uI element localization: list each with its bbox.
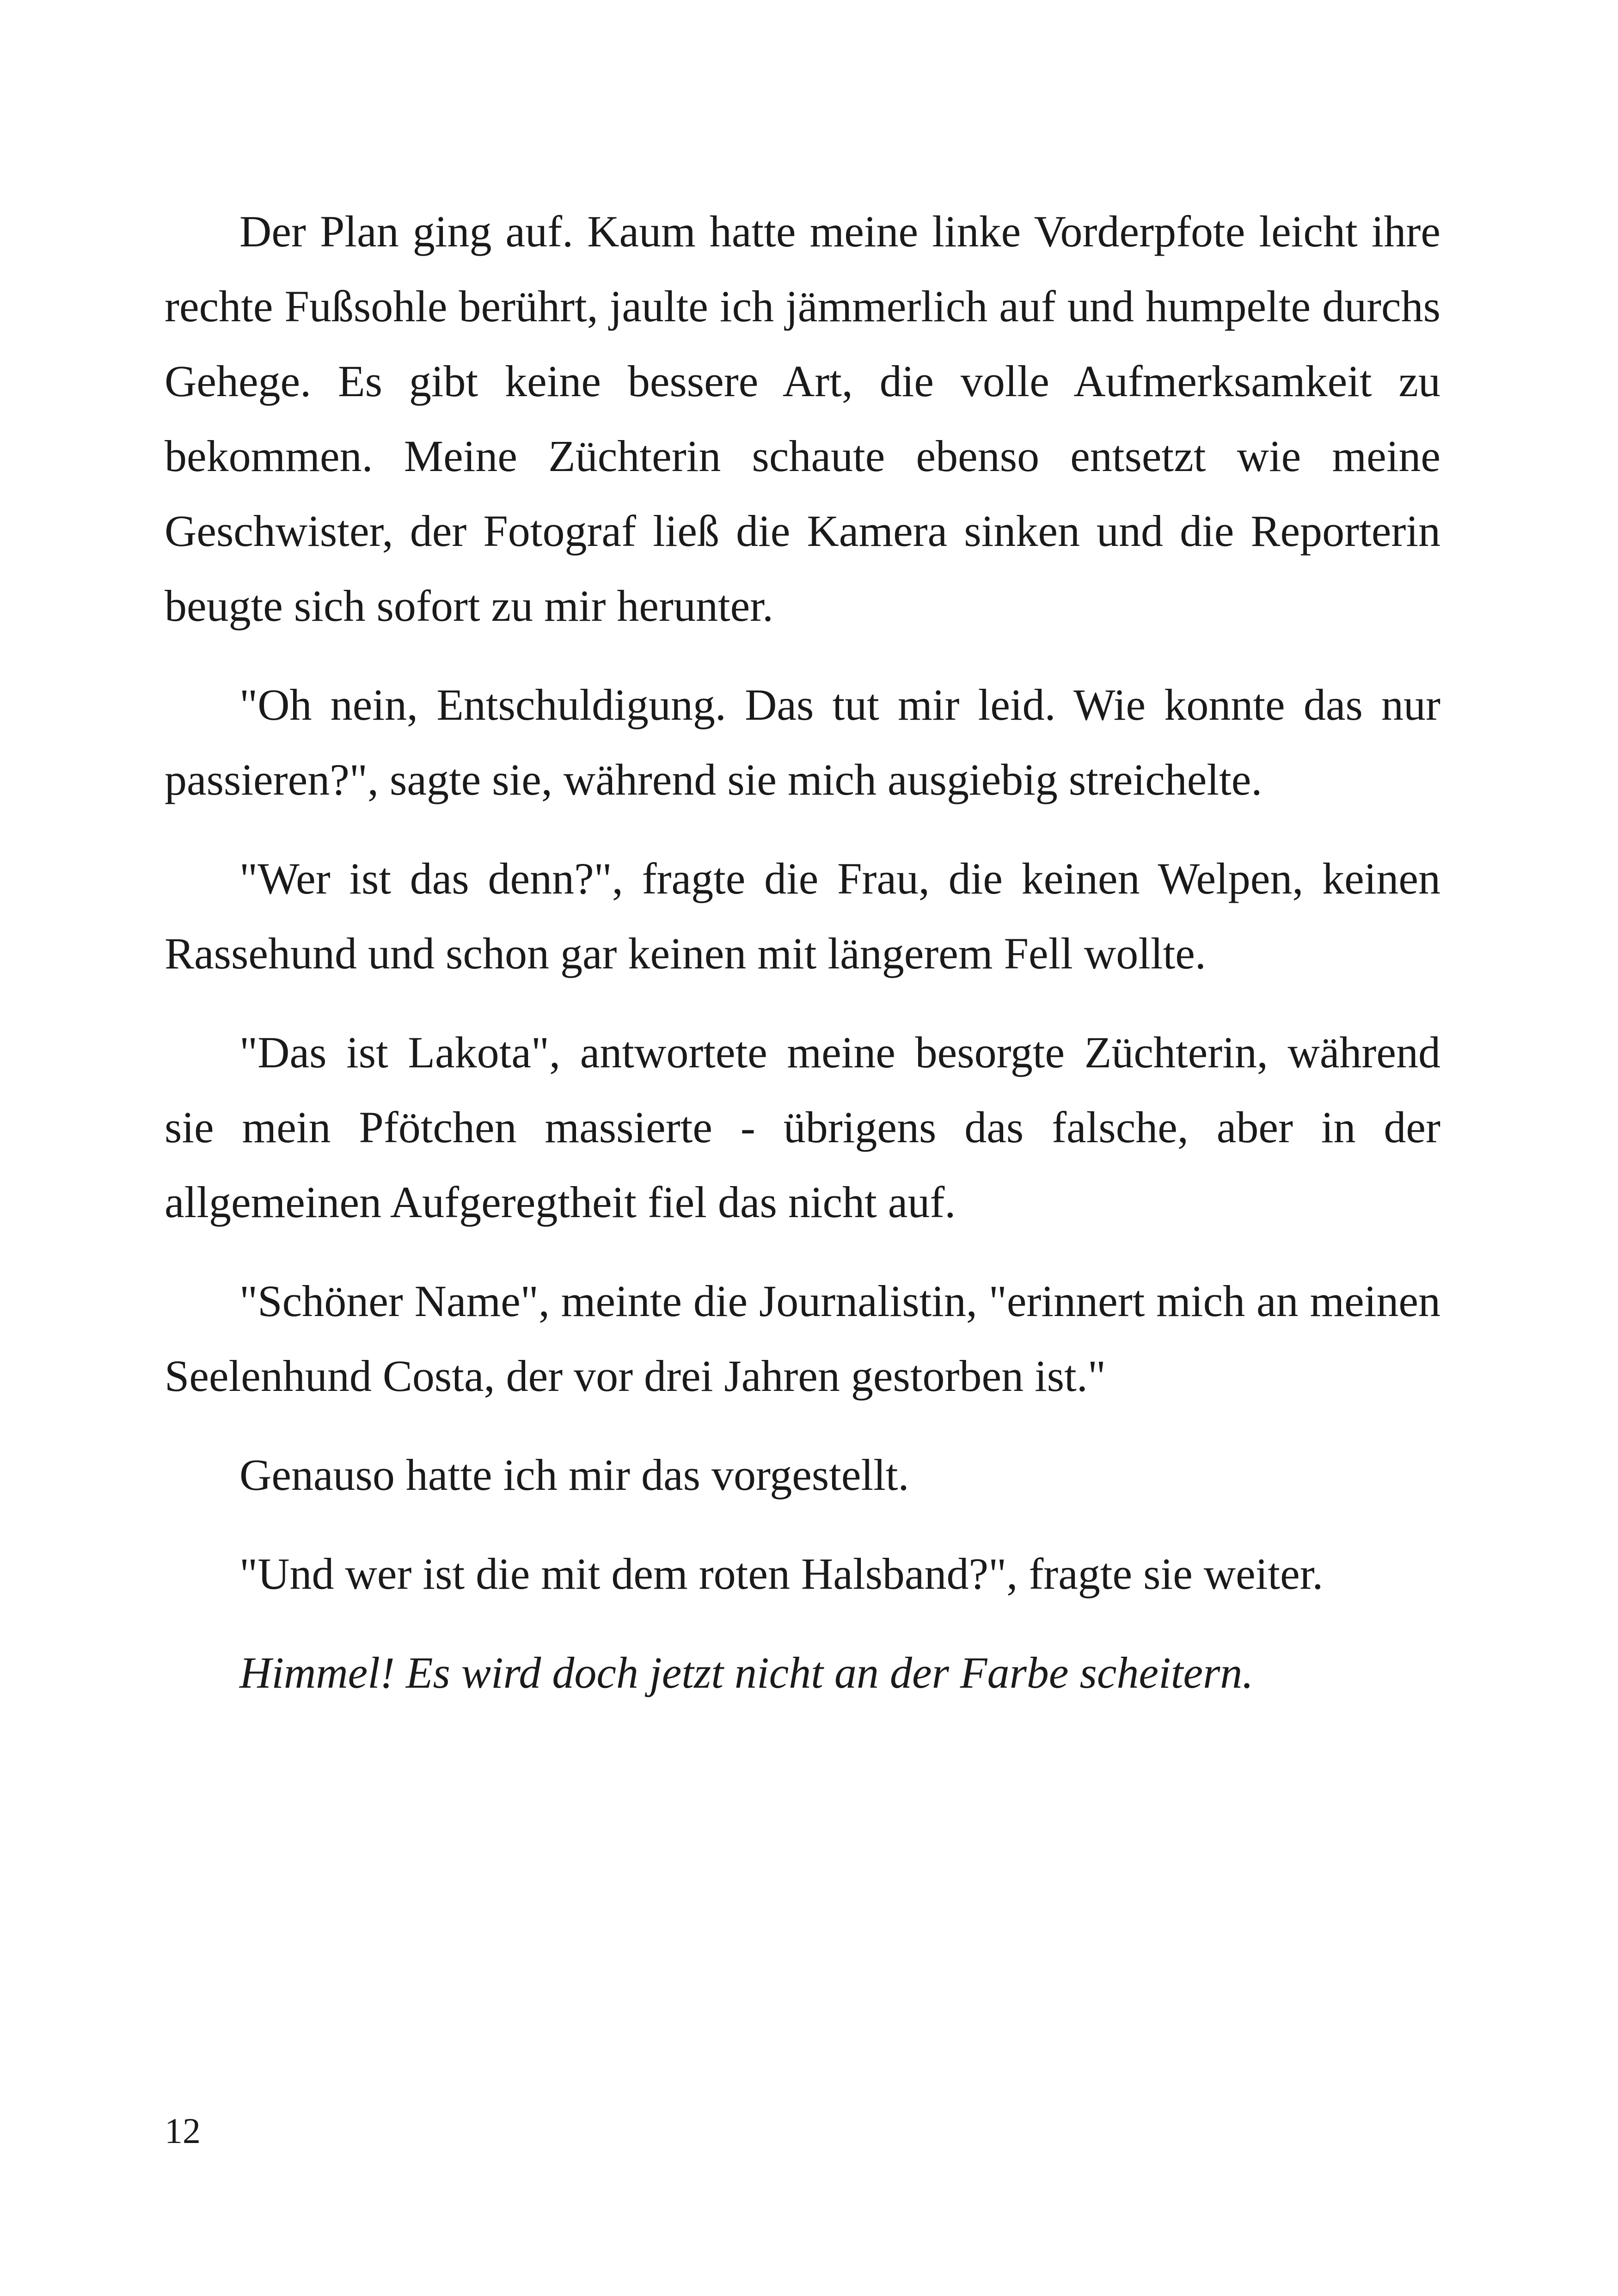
paragraph: Der Plan ging auf. Kaum hatte meine linke Vorderpfote leicht ihre rechte Fußsohle berührt, jaulte ich jämmerlich auf und humpelte durchs Gehege. Es gibt keine bessere Art, die volle Aufmerksamkeit zu bekommen. Meine Züchterin schaute ebenso entsetzt wie meine Geschwister, der Fotograf ließ die Kamera sinken und die Reporterin beugte sich sofort zu mir herunter. [165, 207, 1440, 631]
italic-thought-paragraph: Himmel! Es wird doch jetzt nicht an der Farbe scheitern. [239, 1648, 1254, 1697]
paragraph: "Das ist Lakota", antwortete meine besorgte Züchterin, während sie mein Pfötchen massierte - übrigens das falsche, aber in der allgemeinen Aufgeregtheit fiel das nicht auf. [165, 1028, 1440, 1227]
body-text [165, 194, 1440, 1734]
paragraph: "Und wer ist die mit dem roten Halsband?", fragte sie weiter. [239, 1549, 1324, 1598]
page-number: 12 [165, 2111, 201, 2151]
paragraph: Genauso hatte ich mir das vorgestellt. [239, 1450, 909, 1500]
paragraph: "Schöner Name", meinte die Journalistin, "erinnert mich an meinen Seelenhund Costa, der vor drei Jahren gestorben ist." [165, 1276, 1440, 1401]
paragraph: "Oh nein, Entschuldigung. Das tut mir leid. Wie konnte das nur passieren?", sagte sie, während sie mich ausgiebig streichelte. [165, 680, 1440, 804]
paragraph: "Wer ist das denn?", fragte die Frau, die keinen Welpen, keinen Rassehund und schon gar keinen mit längerem Fell wollte. [165, 854, 1440, 978]
